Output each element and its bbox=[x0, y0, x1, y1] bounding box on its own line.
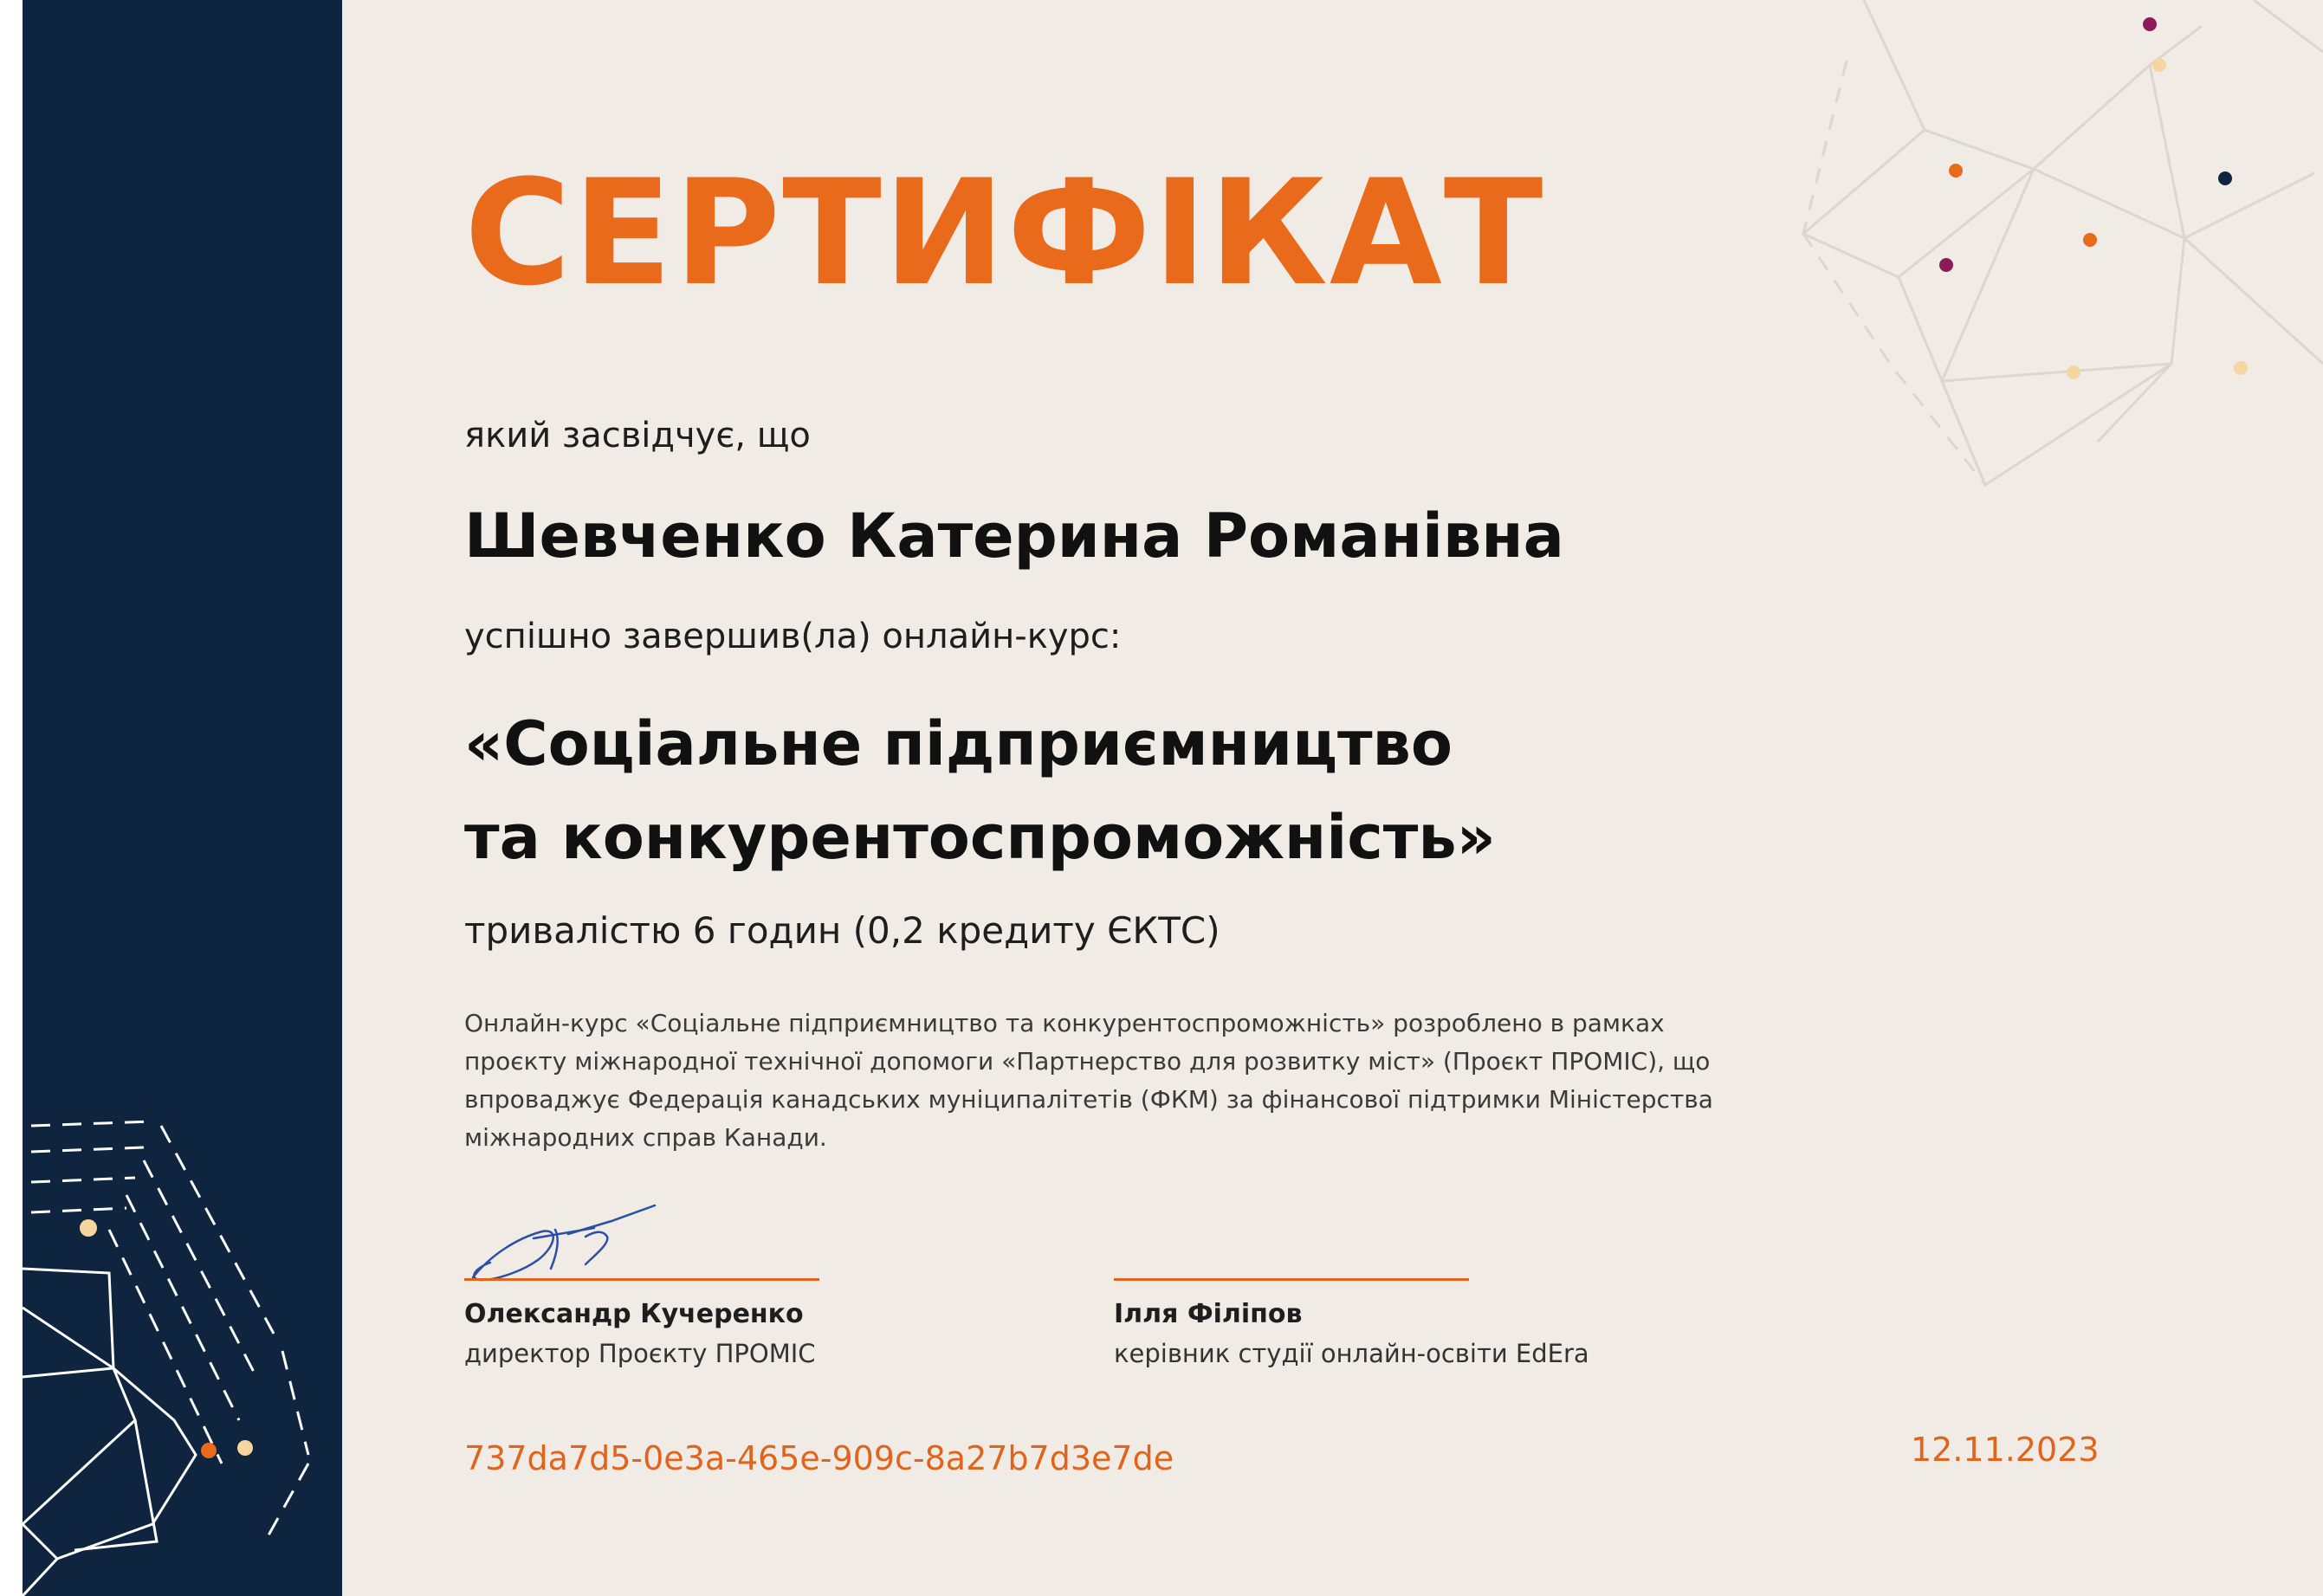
description-line: міжнародних справ Канади. bbox=[464, 1123, 827, 1152]
completion-text: успішно завершив(ла) онлайн-курс: bbox=[464, 617, 1122, 656]
signatory-name-1: Олександр Кучеренко bbox=[464, 1299, 804, 1329]
course-title-line-1: «Соціальне підприємництво bbox=[464, 708, 1453, 779]
course-description bbox=[464, 1005, 1763, 1157]
signatory-role-1: директор Проєкту ПРОМІС bbox=[464, 1339, 816, 1368]
certificate-page bbox=[23, 0, 2323, 1596]
issue-date: 12.11.2023 bbox=[1911, 1431, 2100, 1469]
certificate-id: 737da7d5-0e3a-465e-909c-8a27b7d3e7de bbox=[464, 1439, 1174, 1477]
intro-text: який засвідчує, що bbox=[464, 416, 811, 456]
signatory-role-2: керівник студії онлайн-освіти EdEra bbox=[1114, 1339, 1589, 1368]
description-line: впроваджує Федерація канадських муніципалітетів (ФКМ) за фінансової підтримки Міністерства bbox=[464, 1085, 1713, 1114]
course-title bbox=[464, 697, 1496, 884]
recipient-name: Шевченко Катерина Романівна bbox=[464, 501, 1564, 572]
network-nodes-decoration bbox=[1769, 0, 2323, 502]
signature-line-2 bbox=[1114, 1278, 1469, 1281]
certificate-title: СЕРТИФІКАТ bbox=[464, 148, 1545, 318]
signatory-name-2: Ілля Філіпов bbox=[1114, 1299, 1303, 1329]
handwritten-signature-icon bbox=[464, 1186, 724, 1290]
geometric-lines-decoration bbox=[23, 0, 342, 1596]
description-line: Онлайн-курс «Соціальне підприємництво та конкурентоспроможність» розроблено в рамках bbox=[464, 1009, 1665, 1037]
course-title-line-2: та конкурентоспроможність» bbox=[464, 802, 1496, 873]
description-line: проєкту міжнародної технічної допомоги «Партнерство для розвитку міст» (Проєкт ПРОМІС), що bbox=[464, 1047, 1711, 1076]
sidebar-panel bbox=[23, 0, 342, 1596]
course-duration: тривалістю 6 годин (0,2 кредиту ЄКТС) bbox=[464, 909, 1220, 952]
signature-line-1 bbox=[464, 1278, 819, 1281]
